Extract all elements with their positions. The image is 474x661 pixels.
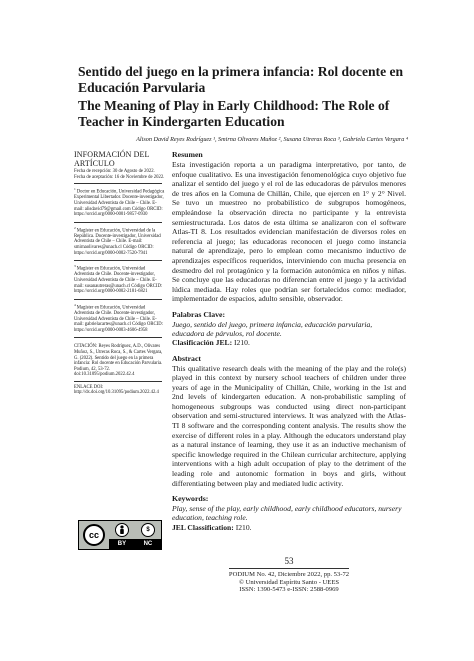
jel-en-label: JEL Classification:: [172, 522, 234, 532]
issn-info: ISSN: 1390-5473 e-ISSN: 2588-0969: [239, 586, 339, 594]
keywords-heading: Keywords:: [172, 494, 209, 504]
divider: [229, 568, 349, 569]
divider: [74, 183, 162, 184]
author-note-1: [74, 187, 166, 218]
author-note-text: Magíster en Educación, Universidad de la República. Docente-investigador, Universidad Adventista de Chile – Chile. E-mail: smirnaolivares@unach.cl Código ORCID: https://orcid.org/0000-0002-7520-7941: [74, 228, 161, 256]
doi-block: [74, 385, 166, 396]
jel-es-label: Clasificación JEL:: [172, 338, 233, 348]
cc-icon: cc: [83, 524, 105, 546]
spanish-title: Sentido del juego en la primera infancia: Rol docente en Educación Parvularia: [78, 64, 404, 95]
footnote-mark: 3: [74, 264, 76, 269]
nc-label: NC: [143, 541, 153, 547]
author-note-text: Magíster en Educación, Universidad Adventista de Chile. Docente-investigador, Universidad Adventista de Chile – Chile. E-mail: susanautreras@unach.cl Código ORCID: https://orcid.org/0000-0002-2181-6821: [74, 266, 163, 295]
author-list: Alison David Reyes Rodríguez ¹, Smirna Olivares Muñoz ², Susana Utreras Roca ³, Gabriela Cartes Vergara ⁴: [136, 136, 408, 143]
jel-es-value: I210.: [234, 338, 250, 348]
page-footer: [172, 558, 406, 594]
noncommercial-icon: $: [141, 523, 155, 537]
divider: [74, 337, 162, 338]
page-number: 53: [284, 556, 294, 566]
jel-es: [172, 338, 406, 347]
attribution-icon: [115, 523, 129, 537]
palabras-clave-text: Juego, sentido del juego, primera infancia, educación parvularia, educadora de párvulos, rol docente.: [172, 319, 373, 339]
doi-label: ENLACE DOI:: [74, 384, 104, 390]
article-info-column: [74, 150, 166, 396]
main-content-column: [172, 150, 406, 532]
divider: [74, 381, 162, 382]
received-date: Fecha de recepción: 30 de Agosto de 2022.: [74, 169, 155, 174]
resumen-heading: Resumen: [172, 150, 203, 159]
creative-commons-badge: [78, 520, 162, 550]
keywords-text: Play, sense of the play, early childhood, early childhood educators, nursery education, teaching role.: [172, 504, 402, 523]
author-note-4: [74, 303, 166, 334]
resumen-text: Esta investigación reporta a un paradigma interpretativo, por tanto, de enfoque cualitativo. Es una investigación fenomenológica cuyo objetivo fue analizar el sentido del juego y el rol de las educadoras de párvulos menores de tres años en la Comuna de Chillán, Chile, que ejercen en 1° y 2° Nivel. Se tuvo un muestreo no probabilístico de subgrupos homogéneos, empleándose la observación directa no participante y la entrevista semiestructurada. Los datos de esta última se analizaron con el software Atlas-TI 8. Los resultados evidencian manifestación de diversos roles en referencia al juego; las educadoras reconocen el juego como instancia natural de aprendizaje, pero lo emplean como mecanismo inductivo de aprendizajes específicos requeridos, interviniendo con mucha presencia en desmedro del rol protagónico y la formación autonómica en niños y niñas. Se concluye que las educadoras no diferencian entre el juego y la actividad lúdica mediada. Hay roles que podrían ser fortalecidos como: mediador, implementador de espacios, adulto sensible, observador.: [172, 160, 406, 304]
palabras-clave-heading: Palabras Clave:: [172, 309, 226, 319]
doi-link[interactable]: http://dx.doi.org/10.31095/podium.2022.42.4: [74, 390, 159, 396]
footnote-mark: 2: [74, 225, 76, 230]
divider: [74, 299, 162, 300]
english-title: The Meaning of Play in Early Childhood: The Role of Teacher in Kindergarten Education: [78, 98, 390, 129]
jel-en: [172, 523, 406, 532]
by-label: BY: [117, 541, 127, 547]
author-note-2: [74, 226, 166, 257]
abstract-heading: Abstract: [172, 353, 202, 363]
author-note-3: [74, 264, 166, 295]
author-note-text: Magíster en Educación, Universidad Adventista de Chile. Docente-investigador, Universidad Adventista de Chile – Chile. E-mail: gabrielacartes@unach.cl Código ORCID: https://orcid.org/0000-0003-4606-4958: [74, 305, 163, 333]
abstract-text: This qualitative research deals with the meaning of the play and the role(s) played in this context by nursery school teachers of children under three years of age in the Municipality of Chillán, Chile, working in the 1st and 2nd levels of kindergarten education. A non-probabilistic sampling of homogeneous subgroups was conducted using direct non-participant observation and semi-structured interviews. It was analyzed with the Atlas-TI 8 software and the corresponding content analysis. The results show the exercise of different roles in a play. Although the educators understand play as a natural instance of learning, they use it as an inductive mechanism of specific knowledge required in the Chilean curricular architecture, applying interventions with a high adult occupation of play to the detriment of the leading role and autonomic formation in boys and girls, without differentiating between play and mediated ludic activity.: [172, 363, 406, 488]
divider: [74, 260, 162, 261]
jel-en-value: I210.: [235, 522, 252, 532]
divider: [74, 222, 162, 223]
footnote-mark: 1: [74, 187, 76, 192]
footnote-mark: 4: [74, 302, 76, 307]
citation: CITACIÓN: Reyes Rodríguez, A.D., Olivares Muñoz, S., Utreras Roca, S., & Cartes Vergara, G. (2022). Sentido del juego en la primera infancia: Rol docente en Educación Parvularia. Podium, 42, 53-72. doi:10.31095/podium.2022.42.4: [74, 344, 163, 378]
article-info-heading: INFORMACIÓN DEL ARTÍCULO: [74, 150, 150, 168]
journal-info: PODIUM No. 42, Diciembre 2022, pp. 53-72: [228, 570, 350, 578]
accepted-date: Fecha de aceptación: 16 de Noviembre de 2022.: [74, 174, 165, 180]
author-note-text: Doctor en Educación, Universidad Pedagógica Experimental Libertador. Docente-investigador, Universidad Adventista de Chile – Chile. E-mail: alisdavid79@gmail.com Código ORCID: https://orcid.org/0000-0001-9857-0930: [74, 189, 165, 218]
publisher-info: © Universidad Espíritu Santo - UEES: [238, 578, 340, 586]
